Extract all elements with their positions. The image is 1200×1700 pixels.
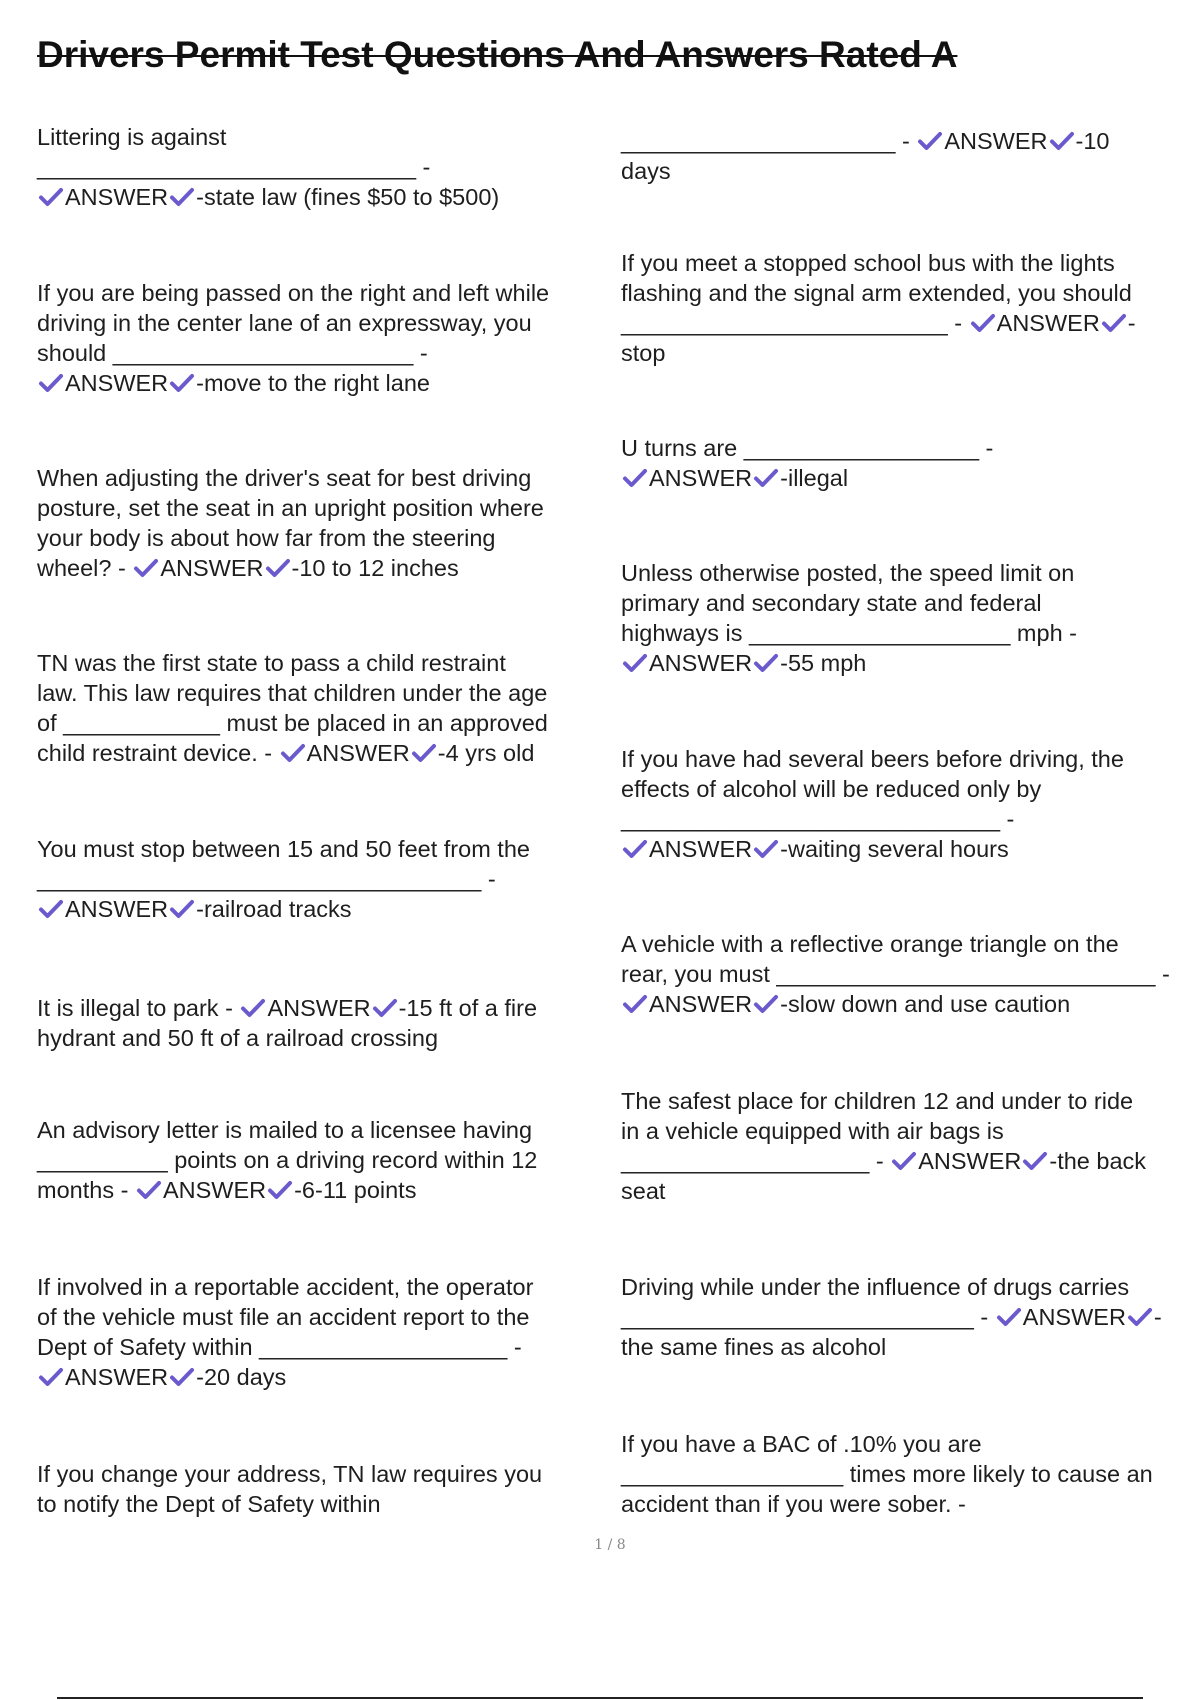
check-icon	[969, 312, 997, 334]
check-icon	[995, 1306, 1023, 1328]
qa-item	[37, 122, 612, 212]
check-icon	[752, 467, 780, 489]
question-line: TN was the first state to pass a child restraint	[37, 650, 506, 676]
answer-line	[37, 738, 612, 768]
question-line: Littering is against	[37, 124, 227, 150]
answer-line	[621, 1302, 1196, 1332]
answer-text: -55 mph	[780, 650, 867, 676]
check-icon	[266, 1179, 294, 1201]
qa-item	[37, 993, 612, 1053]
question-line: wheel? -	[37, 555, 126, 581]
question-line: posture, set the seat in an upright position where	[37, 495, 544, 521]
qa-item	[37, 1459, 612, 1519]
question-line: _____________________ -	[621, 128, 910, 154]
question-line: flashing and the signal arm extended, you should	[621, 280, 1132, 306]
qa-item	[621, 126, 1196, 186]
answer-label: ANSWER	[649, 836, 753, 862]
answer-line	[37, 894, 612, 924]
answer-label: ANSWER	[306, 740, 410, 766]
answer-text: -20 days	[196, 1364, 287, 1390]
question-line: _________________________ -	[621, 310, 963, 336]
question-line: Unless otherwise posted, the speed limit on	[621, 560, 1075, 586]
check-icon	[279, 742, 307, 764]
question-line: Dept of Safety within ___________________ -	[37, 1334, 522, 1360]
answer-label: ANSWER	[65, 370, 169, 396]
qa-item	[621, 1429, 1196, 1519]
question-line: primary and secondary state and federal	[621, 590, 1042, 616]
answer-label: ANSWER	[649, 991, 753, 1017]
question-line: _____________________________ -	[37, 154, 431, 180]
answer-line	[37, 1175, 612, 1205]
check-icon	[890, 1150, 918, 1172]
answer-label: ANSWER	[65, 896, 169, 922]
answer-text: -	[1153, 1304, 1162, 1330]
qa-item	[621, 248, 1196, 368]
answer-label: ANSWER	[160, 555, 264, 581]
answer-text: -illegal	[780, 465, 849, 491]
qa-item	[37, 1115, 612, 1205]
question-line: of ____________ must be placed in an approved	[37, 710, 548, 736]
check-icon	[132, 557, 160, 579]
question-line: _________________ times more likely to cause an	[621, 1461, 1153, 1487]
check-icon	[1048, 130, 1076, 152]
answer-text: -10	[1075, 128, 1110, 154]
check-icon	[1021, 1150, 1049, 1172]
answer-line	[621, 463, 1196, 493]
answer-text: -slow down and use caution	[780, 991, 1071, 1017]
question-line: If you are being passed on the right and left while	[37, 280, 550, 306]
question-line: rear, you must _____________________________ -	[621, 961, 1170, 987]
answer-text: -6-11 points	[294, 1177, 417, 1203]
answer-line	[621, 648, 1196, 678]
document-title: Drivers Permit Test Questions And Answers Rated A	[37, 34, 958, 75]
footer-divider	[57, 1697, 1143, 1699]
question-line: highways is ____________________ mph -	[621, 620, 1077, 646]
answer-text: -15 ft of a fire	[398, 995, 538, 1021]
question-line: __________________________________ -	[37, 866, 496, 892]
question-line: U turns are __________________ -	[621, 435, 994, 461]
answer-line	[37, 993, 612, 1023]
qa-item	[37, 1272, 612, 1392]
question-line: A vehicle with a reflective orange triangle on the	[621, 931, 1119, 957]
check-icon	[916, 130, 944, 152]
qa-item	[621, 433, 1196, 493]
answer-continuation: the same fines as alcohol	[621, 1334, 887, 1360]
qa-item	[621, 744, 1196, 864]
check-icon	[264, 557, 292, 579]
qa-item	[37, 463, 612, 583]
answer-continuation: hydrant and 50 ft of a railroad crossing	[37, 1025, 439, 1051]
question-line: of the vehicle must file an accident report to the	[37, 1304, 530, 1330]
answer-text: -10 to 12 inches	[291, 555, 459, 581]
qa-item	[621, 1086, 1196, 1206]
question-line: If you meet a stopped school bus with the lights	[621, 250, 1115, 276]
check-icon	[371, 997, 399, 1019]
answer-text: -state law (fines $50 to $500)	[196, 184, 500, 210]
check-icon	[168, 898, 196, 920]
answer-continuation: stop	[621, 340, 666, 366]
answer-line	[621, 834, 1196, 864]
question-line: law. This law requires that children under the age	[37, 680, 548, 706]
question-line: should _______________________ -	[37, 340, 428, 366]
answer-line	[37, 182, 612, 212]
answer-line	[37, 1362, 612, 1392]
question-line: You must stop between 15 and 50 feet from the	[37, 836, 530, 862]
answer-line	[621, 308, 1196, 338]
answer-line	[37, 553, 612, 583]
question-line: child restraint device. -	[37, 740, 273, 766]
answer-label: ANSWER	[1022, 1304, 1126, 1330]
page-number: 1 / 8	[594, 1537, 626, 1553]
question-line: to notify the Dept of Safety within	[37, 1491, 381, 1517]
check-icon	[752, 993, 780, 1015]
answer-label: ANSWER	[649, 465, 753, 491]
question-line: If you change your address, TN law requires you	[37, 1461, 543, 1487]
check-icon	[168, 372, 196, 394]
answer-line	[621, 1146, 1196, 1176]
answer-label: ANSWER	[162, 1177, 267, 1203]
answer-line	[621, 126, 1196, 156]
check-icon	[621, 838, 649, 860]
question-line: __________ points on a driving record within 12	[37, 1147, 538, 1173]
answer-text: -railroad tracks	[196, 896, 352, 922]
check-icon	[37, 186, 65, 208]
answer-line	[621, 989, 1196, 1019]
qa-item	[37, 278, 612, 398]
qa-item	[621, 929, 1196, 1019]
question-line: your body is about how far from the steering	[37, 525, 496, 551]
answer-continuation: days	[621, 158, 671, 184]
question-line: _____________________________ -	[621, 806, 1015, 832]
answer-label: ANSWER	[65, 184, 169, 210]
qa-item	[621, 1272, 1196, 1362]
answer-line	[37, 368, 612, 398]
answer-label: ANSWER	[649, 650, 753, 676]
question-line: ___________________ -	[621, 1148, 884, 1174]
question-line: driving in the center lane of an expressway, you	[37, 310, 532, 336]
answer-label: ANSWER	[996, 310, 1100, 336]
question-line: When adjusting the driver's seat for best driving	[37, 465, 532, 491]
check-icon	[168, 1366, 196, 1388]
check-icon	[37, 898, 65, 920]
question-line: An advisory letter is mailed to a licensee having	[37, 1117, 533, 1143]
question-line: If you have a BAC of .10% you are	[621, 1431, 982, 1457]
check-icon	[239, 997, 267, 1019]
question-line: The safest place for children 12 and under to ride	[621, 1088, 1134, 1114]
question-line: effects of alcohol will be reduced only by	[621, 776, 1042, 802]
check-icon	[37, 1366, 65, 1388]
answer-text: -	[1127, 310, 1136, 336]
qa-item	[621, 558, 1196, 678]
qa-item	[37, 834, 612, 924]
question-line: If involved in a reportable accident, the operator	[37, 1274, 534, 1300]
question-line: months -	[37, 1177, 129, 1203]
question-line: accident than if you were sober. -	[621, 1491, 966, 1517]
check-icon	[621, 993, 649, 1015]
check-icon	[621, 467, 649, 489]
check-icon	[1126, 1306, 1154, 1328]
check-icon	[410, 742, 438, 764]
qa-item	[37, 648, 612, 768]
question-line: Driving while under the influence of drugs carries	[621, 1274, 1130, 1300]
check-icon	[1100, 312, 1128, 334]
answer-text: -waiting several hours	[780, 836, 1009, 862]
question-line: ___________________________ -	[621, 1304, 989, 1330]
answer-label: ANSWER	[267, 995, 371, 1021]
answer-label: ANSWER	[944, 128, 1048, 154]
check-icon	[135, 1179, 163, 1201]
check-icon	[752, 652, 780, 674]
answer-label: ANSWER	[918, 1148, 1022, 1174]
answer-text: -move to the right lane	[196, 370, 430, 396]
check-icon	[168, 186, 196, 208]
question-line: If you have had several beers before driving, the	[621, 746, 1124, 772]
answer-text: -4 yrs old	[437, 740, 535, 766]
question-line: in a vehicle equipped with air bags is	[621, 1118, 1004, 1144]
answer-continuation: seat	[621, 1178, 666, 1204]
answer-label: ANSWER	[65, 1364, 169, 1390]
question-line: It is illegal to park -	[37, 995, 233, 1021]
check-icon	[621, 652, 649, 674]
check-icon	[752, 838, 780, 860]
check-icon	[37, 372, 65, 394]
answer-text: -the back	[1049, 1148, 1147, 1174]
